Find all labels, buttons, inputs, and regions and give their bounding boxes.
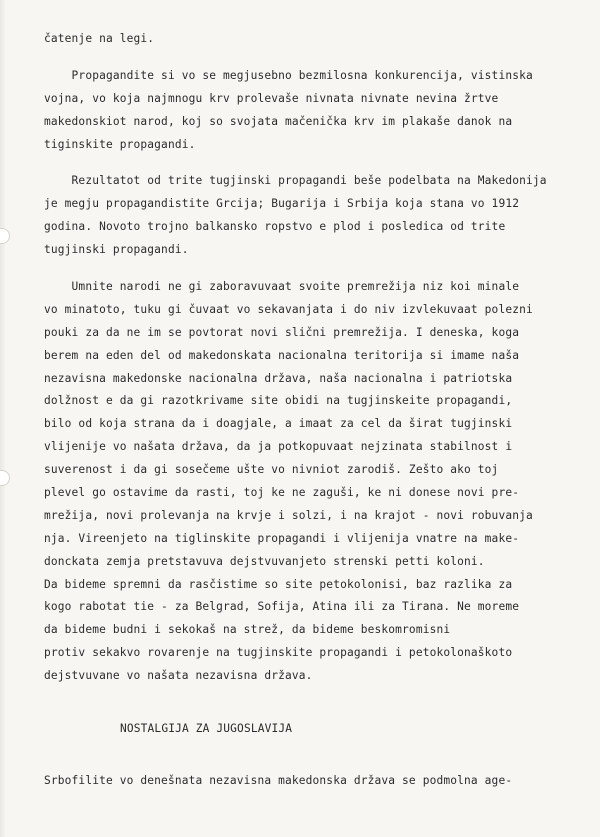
text-line: Umnite narodi ne gi zaboravuvaat svoite premrežija niz koi minale [44,280,520,294]
paragraph-gap [44,262,584,276]
text-line: protiv sekakvo rovarenje na tugjinskite propagandi i petokolonaškoto [44,646,513,660]
text-line: mrežija, novi prolevanja na krvje i solzi, i na krajot - novi robuvanja [44,508,533,522]
text-line: berem na eden del od makedonskata nacionalna teritorija si imame naša [44,348,520,362]
paragraph-4 [44,276,584,688]
paragraph-1 [44,28,584,51]
paragraph-gap [44,51,584,65]
text-line: dejstvuvane vo našata nezavisna država. [44,669,313,683]
section-gap [44,688,584,718]
text-line: godina. Novoto trojno balkansko ropstvo e plod i posledica od trite [44,220,506,234]
text-line: dolžnost e da gi razotkrivame site obidi na tugjinskeite propagandi, [44,394,513,408]
text-line: plevel go ostavime da rasti, toj ke ne zaguši, ke ni donese novi pre- [44,486,520,500]
text-line: Da bideme spremni da rasčistime so site petokolonisi, baz razlika za [44,577,513,591]
paragraph-3 [44,170,584,262]
text-line: da bideme budni i sekokaš na strež, da bideme beskomromisni [44,623,451,637]
text-line: je megju propagandistite Grcija; Bugarija i Srbija koja stana vo 1912 [44,197,520,211]
paper-edge [0,0,6,837]
text-line: Srbofilite vo denešnata nezavisna makedonska država se podmolna age- [44,774,513,788]
text-line: vo minatoto, tuku gi čuvaat vo sekavanjata i do niv izvlekuvaat polezni [44,302,533,316]
text-line: vlijenije vo našata država, da ja potkopuvaat nejzinata stabilnost i [44,440,513,454]
text-line: donckata zemja pretstavuva dejstvuvanjeto strenski petti koloni. [44,554,485,568]
text-line: vojna, vo koja najmnogu krv prolevaše nivnata nivnate nevina žrtve [44,91,499,105]
paragraph-2 [44,65,584,157]
text-line: Propagandite si vo se megjusebno bezmilosna konkurencija, vistinska [44,68,533,82]
section-heading: NOSTALGIJA ZA JUGOSLAVIJA [120,722,293,736]
paragraph-gap [44,156,584,170]
text-line: čatenje na legi. [44,32,155,45]
text-line: tugjinski propagandi. [44,243,189,257]
punch-hole-bottom [0,470,10,486]
text-line: suverenost i da gi sosečeme ušte vo nivniot zarodiš. Zešto ako toj [44,463,499,477]
section-gap [44,740,584,770]
document-body [44,28,584,793]
text-line: nja. Vireenjeto na tiglinskite propagandi i vlijenija vnatre na make- [44,531,520,545]
text-line: Rezultatot od trite tugjinski propagandi beše podelbata na Makedonija [44,174,547,188]
text-line: kogo rabotat tie - za Belgrad, Sofija, Atina ili za Tirana. Ne moreme [44,600,520,614]
punch-hole-top [0,228,10,244]
text-line: tiginskite propagandi. [44,137,196,151]
text-line: makedonskiot narod, koj so svojata mačenička krv im plakaše danok na [44,114,513,128]
text-line: pouki za da ne im se povtorat novi slični premrežija. I deneska, koga [44,325,520,339]
text-line: bilo od koja strana da i doagjale, a imaat za cel da širat tugjinski [44,417,513,431]
text-line: nezavisna makedonske nacionalna država, naša nacionalna i patriotska [44,371,513,385]
